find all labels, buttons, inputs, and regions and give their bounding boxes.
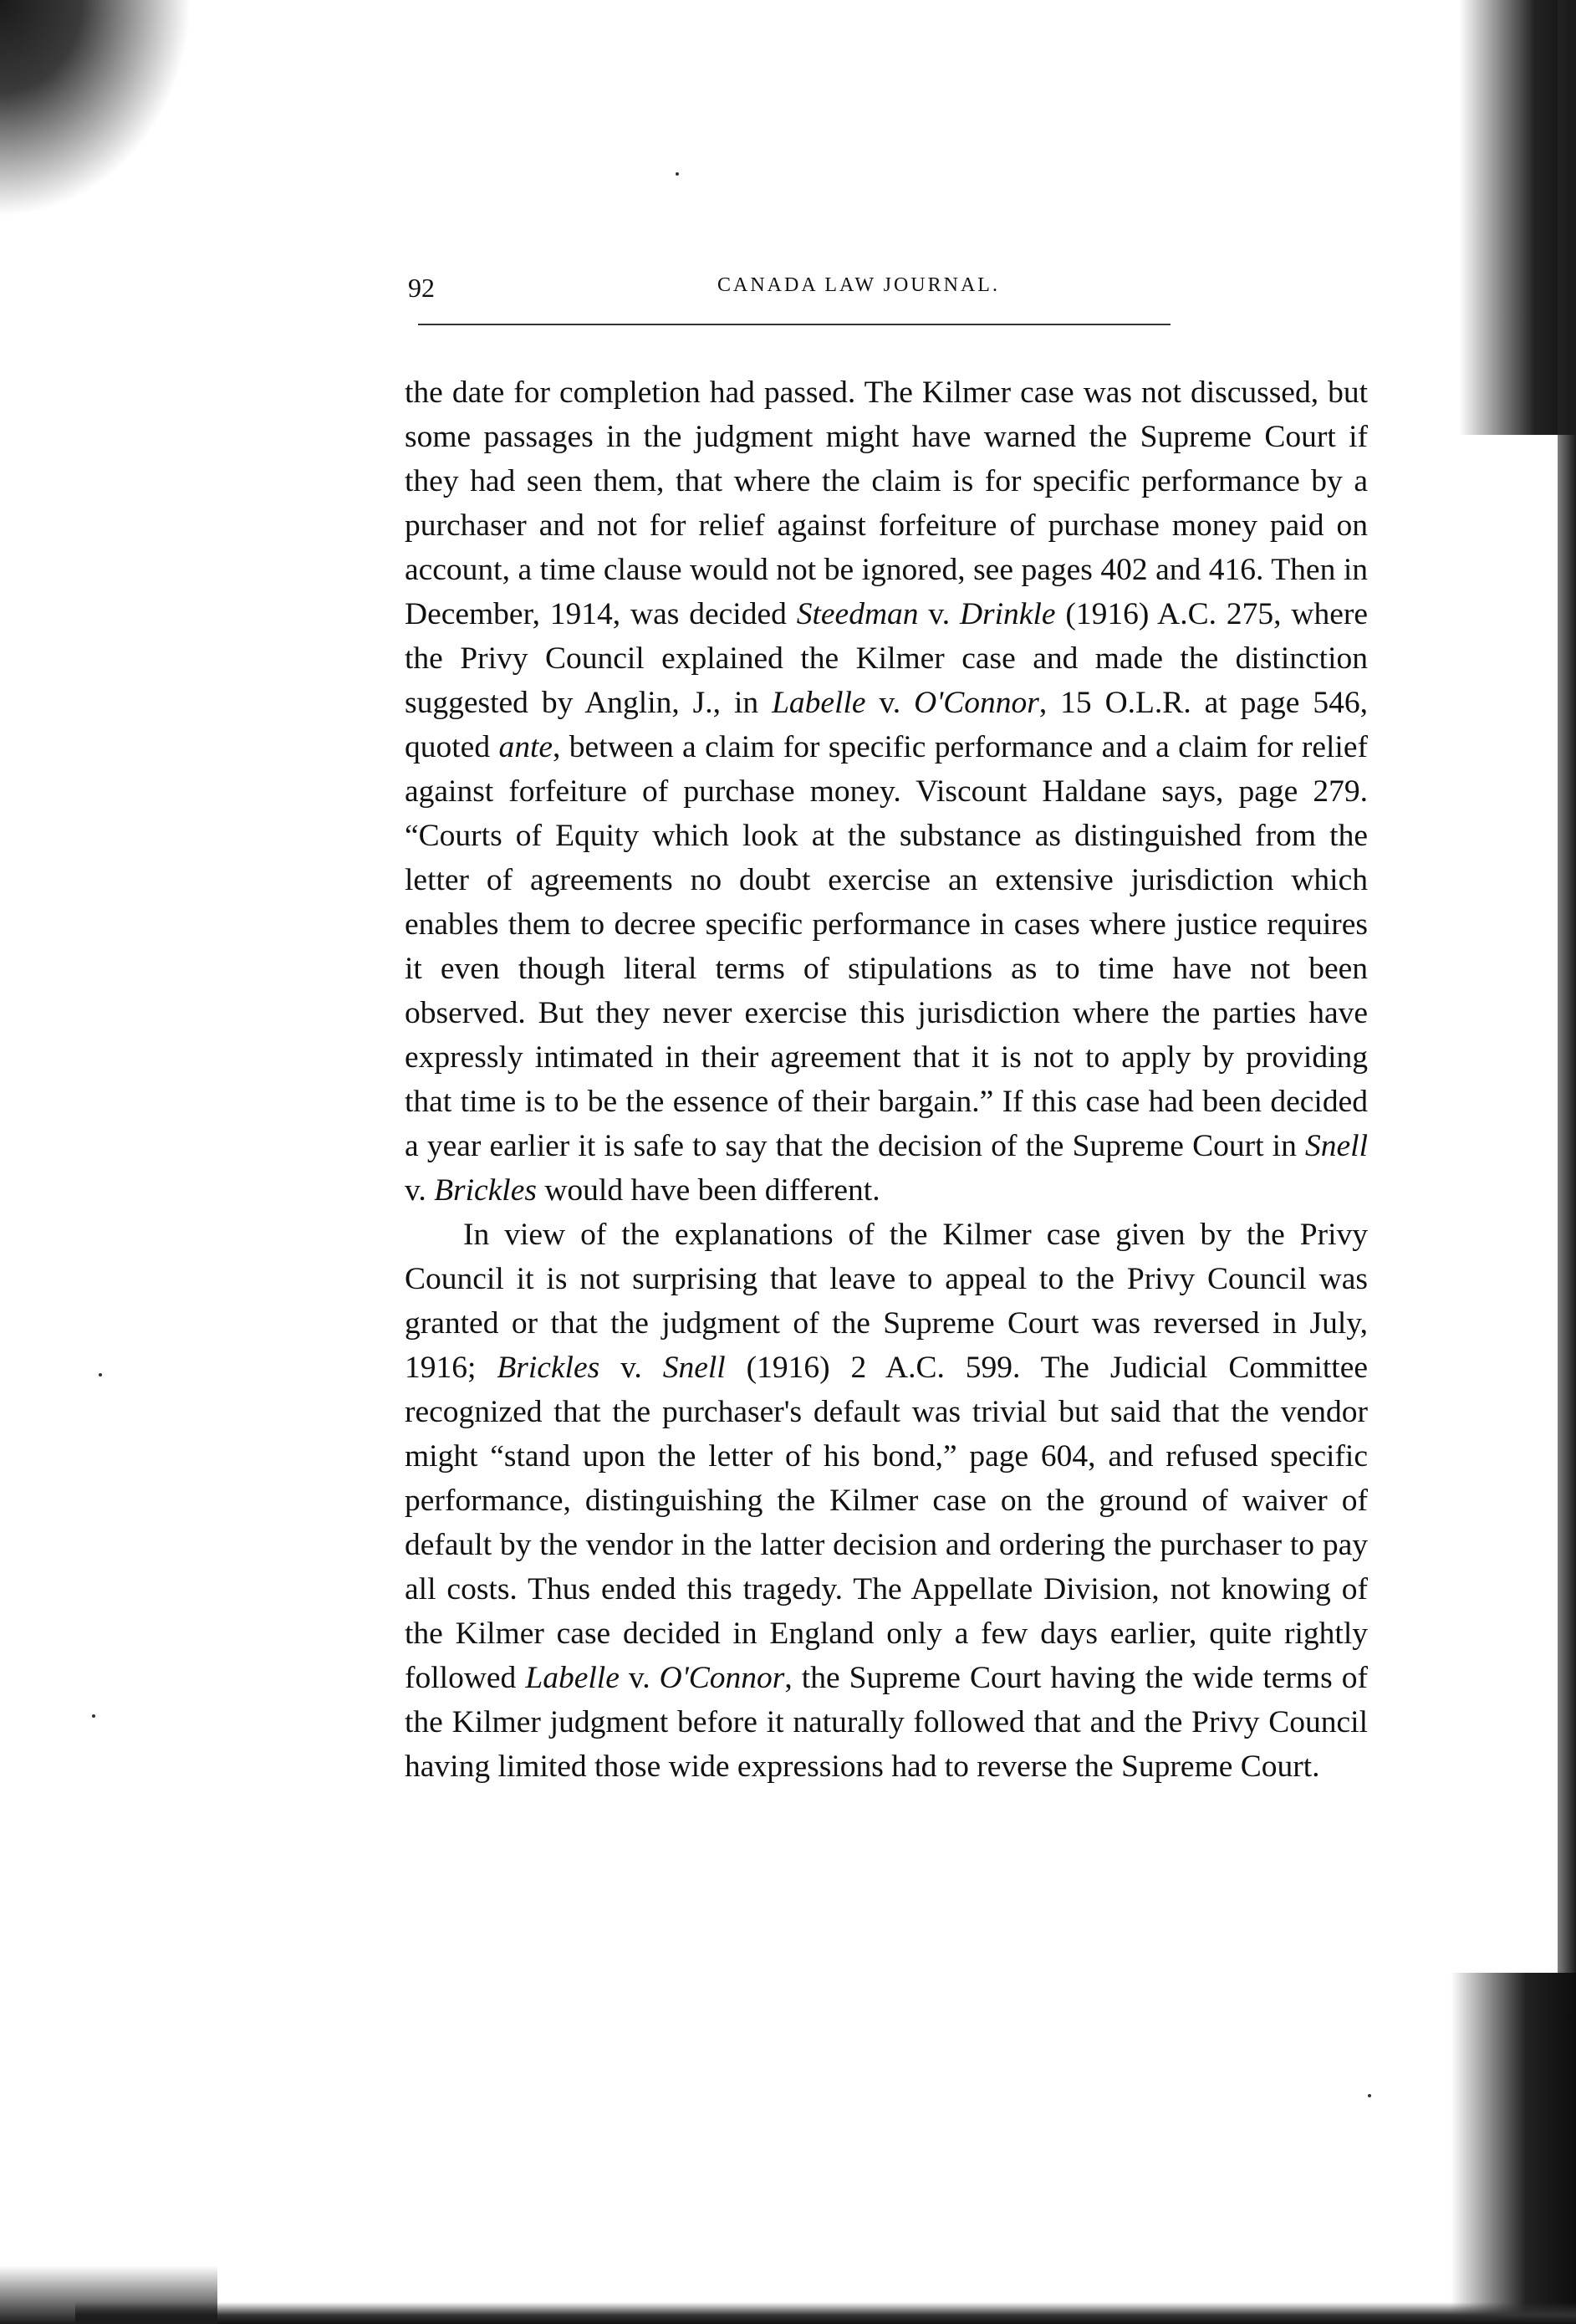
article-body	[405, 370, 1368, 1789]
text-run: v.	[918, 597, 960, 631]
paragraph	[405, 1213, 1368, 1789]
case-name: Snell	[662, 1351, 726, 1385]
text-run: the date for completion had passed. The Kilmer case was not discussed, but some passages in the judgment might have warned the Supreme Court if they had seen them, that where the claim is for specific performance by a purchaser and not for relief against forfeiture of purchase money paid on account, a time clause would not be ignored, see pages 402 and 416. Then in December, 1914, was decided	[405, 375, 1368, 631]
header-rule	[418, 324, 1171, 325]
text-run: v.	[619, 1661, 660, 1695]
scan-speck	[99, 1373, 102, 1377]
case-name: Brickles	[434, 1173, 537, 1208]
scan-shadow-top-left	[0, 0, 192, 217]
scan-shadow-bottom-left	[0, 2265, 217, 2324]
case-name: O'Connor	[914, 686, 1039, 720]
page-header	[408, 273, 1369, 314]
case-name: Labelle	[772, 686, 866, 720]
text-run: would have been different.	[536, 1173, 880, 1208]
text-run: , the Supreme Court having the wide terms of the Kilmer judgment before it naturally followed that and the Privy Council having limited those wide expressions had to reverse the Supreme Court.	[405, 1661, 1368, 1784]
text-run: , between a claim for specific performance and a claim for relief against forfeiture of purchase money. Viscount Haldane says, page 279. “Courts of Equity which look at the substance as distinguished from the letter of agreements no doubt exercise an extensive jurisdiction which enables them to decree specific performance in cases where justice requires it even though literal terms of stipulations as to time have not been observed. But they never exercise this jurisdiction where the parties have expressly intimated in their agreement that it is not to apply by providing that time is to be the essence of their bargain.” If this case had been decided a year earlier it is safe to say that the decision of the Supreme Court in	[405, 730, 1368, 1163]
text-run: (1916) A.C. 275, where the Privy Council explained the Kilmer case and made the distinction suggested by Anglin, J., in	[405, 597, 1369, 720]
case-name: Drinkle	[959, 597, 1056, 631]
scan-speck	[92, 1714, 95, 1718]
text-run: In view of the explanations of the Kilmer case given by the Privy Council it is not surprising that leave to appeal to the Privy Council was granted or that the judgment of the Supreme Court was reversed in July, 1916;	[405, 1218, 1368, 1385]
case-name: O'Connor	[659, 1661, 785, 1695]
case-name: Snell	[1305, 1129, 1368, 1163]
paragraph	[405, 370, 1368, 1213]
scan-shadow-bottom-right	[1451, 1973, 1576, 2324]
scan-shadow-bottom	[75, 2302, 1576, 2324]
case-name: ante	[498, 730, 553, 764]
case-name: Brickles	[497, 1351, 600, 1385]
text-run: (1916) 2 A.C. 599. The Judicial Committee recognized that the purchaser's default was trivial but said that the vendor might “stand upon the letter of his bond,” page 604, and refused specific performance, distinguishing the Kilmer case on the ground of waiver of default by the vendor in the latter decision and ordering the purchaser to pay all costs. Thus ended this tragedy. The Appellate Division, not knowing of the Kilmer case decided in England only a few days earlier, quite rightly followed	[405, 1351, 1369, 1695]
case-name: Steedman	[796, 597, 919, 631]
text-run: , 15 O.L.R. at page 546, quoted	[405, 686, 1368, 764]
page-number: 92	[408, 273, 435, 303]
scan-speck	[676, 172, 679, 176]
running-title: CANADA LAW JOURNAL.	[717, 274, 1000, 296]
text-run: v.	[599, 1351, 663, 1385]
text-run: v.	[865, 686, 915, 720]
text-run: v.	[405, 1173, 435, 1208]
case-name: Labelle	[525, 1661, 620, 1695]
scan-speck	[1368, 2094, 1371, 2097]
